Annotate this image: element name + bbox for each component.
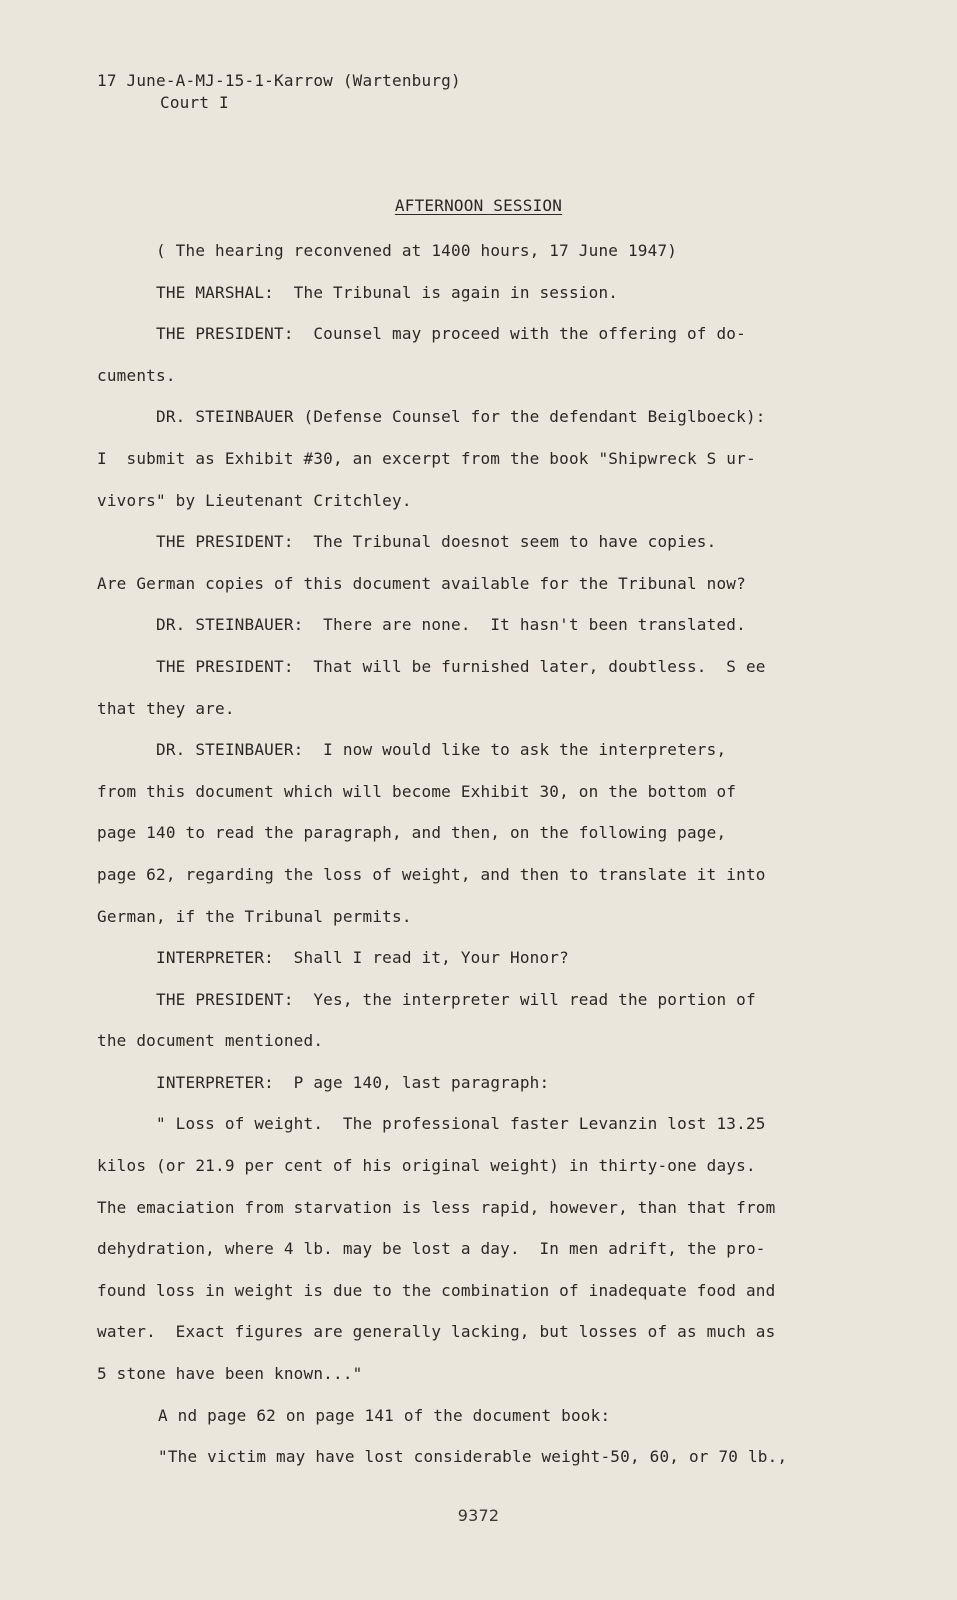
transcript-line: "The victim may have lost considerable weight-50, 60, or 70 lb., [158, 1447, 788, 1467]
session-title: AFTERNOON SESSION [394, 196, 563, 215]
transcript-line: page 62, regarding the loss of weight, and then to translate it into [97, 864, 766, 884]
transcript-line: " Loss of weight. The professional faster Levanzin lost 13.25 [156, 1114, 766, 1134]
transcript-line: DR. STEINBAUER: I now would like to ask the interpreters, [156, 740, 727, 760]
transcript-line: Are German copies of this document available for the Tribunal now? [97, 573, 746, 593]
transcript-line: DR. STEINBAUER (Defense Counsel for the defendant Beiglboeck): [156, 407, 766, 427]
transcript-line: kilos (or 21.9 per cent of his original weight) in thirty-one days. [97, 1156, 756, 1176]
transcript-line: from this document which will become Exhibit 30, on the bottom of [97, 781, 737, 801]
transcript-line: the document mentioned. [97, 1031, 324, 1051]
transcript-line: THE PRESIDENT: Counsel may proceed with the offering of do- [156, 324, 746, 344]
transcript-line: German, if the Tribunal permits. [97, 906, 412, 926]
transcript-line: 5 stone have been known..." [97, 1364, 363, 1384]
transcript-line: I submit as Exhibit #30, an excerpt from the book "Shipwreck S ur- [97, 448, 756, 468]
transcript-line: water. Exact figures are generally lacking, but losses of as much as [97, 1322, 776, 1342]
transcript-line: INTERPRETER: P age 140, last paragraph: [156, 1072, 550, 1092]
page-number: 9372 [457, 1506, 500, 1525]
transcript-line: ( The hearing reconvened at 1400 hours, 17 June 1947) [156, 241, 678, 260]
transcript-line: dehydration, where 4 lb. may be lost a day. In men adrift, the pro- [97, 1239, 766, 1259]
document-header [97, 70, 461, 114]
transcript-line: that they are. [97, 698, 235, 718]
transcript-line: A nd page 62 on page 141 of the document book: [158, 1405, 611, 1425]
header-reference: 17 June-A-MJ-15-1-Karrow (Wartenburg) [97, 71, 461, 90]
transcript-line: THE PRESIDENT: Yes, the interpreter will read the portion of [156, 989, 756, 1009]
transcript-body [97, 230, 817, 1478]
transcript-line: The emaciation from starvation is less rapid, however, than that from [97, 1197, 776, 1217]
transcript-line: THE PRESIDENT: The Tribunal doesnot seem to have copies. [156, 532, 717, 552]
transcript-line: DR. STEINBAUER: There are none. It hasn't been translated. [156, 615, 746, 635]
transcript-line: THE PRESIDENT: That will be furnished later, doubtless. S ee [156, 656, 766, 676]
transcript-line: page 140 to read the paragraph, and then, on the following page, [97, 823, 727, 843]
transcript-line: vivors" by Lieutenant Critchley. [97, 490, 412, 510]
transcript-line: cuments. [97, 365, 176, 385]
transcript-line: found loss in weight is due to the combination of inadequate food and [97, 1280, 776, 1300]
transcript-line: INTERPRETER: Shall I read it, Your Honor? [156, 948, 569, 968]
transcript-line: THE MARSHAL: The Tribunal is again in session. [156, 282, 619, 302]
header-court: Court I [160, 93, 229, 112]
